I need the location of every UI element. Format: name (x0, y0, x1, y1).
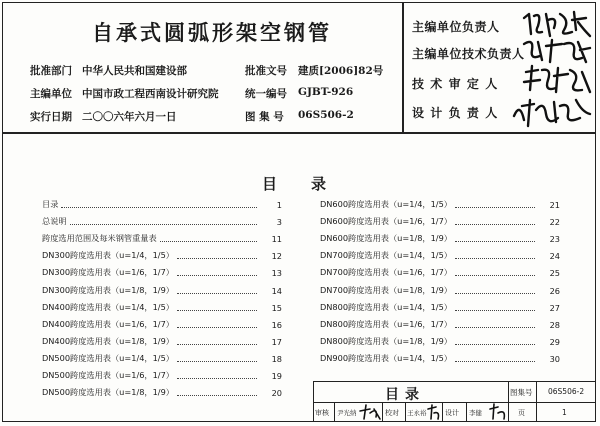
toc-leader (61, 207, 257, 208)
effective-date-label: 实行日期 (30, 111, 72, 123)
toc-entry-page: 1 (276, 200, 282, 211)
toc-entry-title: DN300跨度选用表（u=1/6，1/7） (42, 267, 174, 278)
signature-reviewer (358, 403, 382, 421)
design-label: 设计 (445, 409, 459, 417)
approving-dept-label: 批准部门 (30, 65, 72, 77)
toc-entry-title: DN700跨度选用表（u=1/8，1/9） (320, 284, 452, 295)
toc-leader (177, 327, 257, 328)
page-number: 1 (562, 408, 567, 417)
toc-entry-page: 14 (271, 285, 282, 296)
chief-unit: 中国市政工程西南设计研究院 (82, 88, 219, 100)
header-divider-horizontal (2, 132, 596, 134)
toc-entry[interactable] (320, 261, 560, 278)
review-label: 审核 (315, 409, 329, 417)
toc-entry-page: 27 (549, 302, 560, 313)
toc-entry[interactable] (42, 278, 282, 295)
toc-entry[interactable] (320, 210, 560, 227)
toc-entry-title: DN500跨度选用表（u=1/8，1/9） (42, 387, 174, 398)
toc-entry-page: 17 (271, 336, 282, 347)
design-lead-label: 设计负责人 (412, 106, 504, 120)
toc-entry-title: DN700跨度选用表（u=1/4，1/5） (320, 250, 452, 261)
toc-entry-title: DN800跨度选用表（u=1/6，1/7） (320, 318, 452, 329)
page-label: 页 (518, 409, 525, 417)
toc-heading: 目录 (262, 175, 361, 193)
toc-entry-title: DN500跨度选用表（u=1/6，1/7） (42, 370, 174, 381)
title-block-col-divider (334, 402, 335, 422)
toc-list-left (42, 193, 282, 398)
signature-designer (488, 403, 508, 421)
atlas-title: 自承式圆弧形架空钢管 (92, 21, 332, 45)
check-name: 王永裕 (407, 409, 427, 417)
toc-leader (455, 327, 535, 328)
toc-leader (177, 310, 257, 311)
toc-leader (177, 395, 257, 396)
toc-entry-page: 15 (271, 302, 282, 313)
toc-entry-page: 28 (549, 319, 560, 330)
atlas-no: 06S506-2 (298, 109, 354, 121)
toc-entry-page: 30 (549, 353, 560, 364)
toc-entry-title: DN400跨度选用表（u=1/8，1/9） (42, 335, 174, 346)
atlas-no-label: 图 集 号 (245, 111, 284, 123)
toc-entry-title: DN800跨度选用表（u=1/4，1/5） (320, 301, 452, 312)
title-block-atlas-label: 图集号 (510, 388, 533, 397)
toc-entry[interactable] (320, 227, 560, 244)
toc-entry-page: 3 (276, 217, 282, 228)
signature-checker (426, 403, 442, 421)
title-block-col-divider (442, 402, 443, 422)
toc-entry[interactable] (42, 193, 282, 210)
signature-design-lead (510, 96, 596, 130)
toc-entry-page: 23 (549, 234, 560, 245)
review-name: 尹光纳 (337, 409, 357, 417)
approving-dept: 中华人民共和国建设部 (82, 65, 187, 77)
toc-leader (455, 224, 535, 225)
toc-leader (455, 258, 535, 259)
toc-entry-page: 29 (549, 336, 560, 347)
toc-entry-title: DN500跨度选用表（u=1/4，1/5） (42, 352, 174, 363)
toc-entry-title: 总说明 (42, 216, 67, 227)
toc-entry[interactable] (42, 313, 282, 330)
toc-entry[interactable] (42, 261, 282, 278)
toc-leader (177, 275, 257, 276)
toc-entry[interactable] (320, 313, 560, 330)
toc-entry-title: DN600跨度选用表（u=1/6，1/7） (320, 216, 452, 227)
toc-leader (177, 378, 257, 379)
toc-entry-page: 26 (549, 285, 560, 296)
title-block-col-divider (466, 402, 467, 422)
toc-entry[interactable] (42, 381, 282, 398)
toc-entry-page: 25 (549, 268, 560, 279)
title-block-col-divider (382, 402, 383, 422)
toc-entry[interactable] (42, 296, 282, 313)
toc-entry[interactable] (42, 364, 282, 381)
toc-entry-title: DN700跨度选用表（u=1/6，1/7） (320, 267, 452, 278)
chief-unit-head-label: 主编单位负责人 (412, 20, 500, 34)
toc-leader (455, 344, 535, 345)
toc-entry-page: 19 (271, 371, 282, 382)
title-block-col-divider (536, 381, 537, 422)
toc-leader (455, 361, 535, 362)
technical-reviewer-label: 技术审定人 (412, 77, 504, 91)
unified-no: GJBT-926 (298, 86, 354, 98)
chief-unit-tech-head-label: 主编单位技术负责人 (412, 47, 525, 61)
toc-leader (160, 241, 257, 242)
toc-entry-page: 18 (271, 353, 282, 364)
toc-entry-page: 20 (271, 388, 282, 399)
toc-leader (177, 293, 257, 294)
toc-entry[interactable] (320, 347, 560, 364)
signature-chief-unit-tech-head (520, 36, 595, 66)
toc-entry-title: DN800跨度选用表（u=1/8，1/9） (320, 335, 452, 346)
toc-leader (177, 361, 257, 362)
toc-leader (455, 241, 535, 242)
toc-leader (455, 310, 535, 311)
title-block-col-divider (405, 402, 406, 422)
toc-entry-title: DN600跨度选用表（u=1/8，1/9） (320, 233, 452, 244)
toc-entry-title: DN600跨度选用表（u=1/4，1/5） (320, 199, 452, 210)
toc-leader (70, 224, 257, 225)
toc-entry-title: 目录 (42, 199, 59, 210)
toc-entry[interactable] (42, 227, 282, 244)
toc-entry-page: 24 (549, 251, 560, 262)
chief-unit-label: 主编单位 (30, 88, 72, 100)
toc-entry[interactable] (42, 330, 282, 347)
toc-entry[interactable] (320, 244, 560, 261)
approval-no-label: 批准文号 (245, 65, 287, 77)
toc-entry-title: DN400跨度选用表（u=1/4，1/5） (42, 301, 174, 312)
title-block-row-divider (313, 402, 596, 403)
header-divider-vertical (402, 2, 404, 133)
design-name: 李健 (469, 409, 482, 417)
toc-leader (177, 344, 257, 345)
toc-entry-title: 跨度选用范围及每米钢管重量表 (42, 233, 157, 244)
toc-entry-title: DN300跨度选用表（u=1/4，1/5） (42, 250, 174, 261)
toc-list-right (320, 193, 560, 364)
toc-entry[interactable] (320, 296, 560, 313)
approval-no: 建质[2006]82号 (298, 65, 384, 77)
toc-entry-page: 16 (271, 319, 282, 330)
toc-entry[interactable] (42, 244, 282, 261)
unified-no-label: 统一编号 (245, 88, 287, 100)
toc-leader (455, 293, 535, 294)
toc-entry[interactable] (42, 210, 282, 227)
toc-entry-title: DN400跨度选用表（u=1/6，1/7） (42, 318, 174, 329)
toc-entry-page: 11 (271, 234, 282, 245)
title-block-col-divider (508, 381, 509, 422)
toc-leader (177, 258, 257, 259)
title-block-atlas-no: 06S506-2 (548, 387, 585, 396)
check-label: 校对 (385, 409, 399, 417)
toc-entry-page: 22 (549, 217, 560, 228)
toc-entry-title: DN900跨度选用表（u=1/4，1/5） (320, 352, 452, 363)
toc-entry-title: DN300跨度选用表（u=1/8，1/9） (42, 284, 174, 295)
toc-entry[interactable] (42, 347, 282, 364)
toc-entry-page: 13 (271, 268, 282, 279)
toc-entry[interactable] (320, 193, 560, 210)
toc-entry[interactable] (320, 278, 560, 295)
effective-date: 二〇〇六年六月一日 (82, 111, 177, 123)
signature-technical-reviewer (522, 64, 594, 96)
sheet-title: 目录 (385, 387, 425, 403)
toc-entry-page: 21 (549, 200, 560, 211)
toc-leader (455, 207, 535, 208)
toc-leader (455, 275, 535, 276)
toc-entry-page: 12 (271, 251, 282, 262)
toc-entry[interactable] (320, 330, 560, 347)
